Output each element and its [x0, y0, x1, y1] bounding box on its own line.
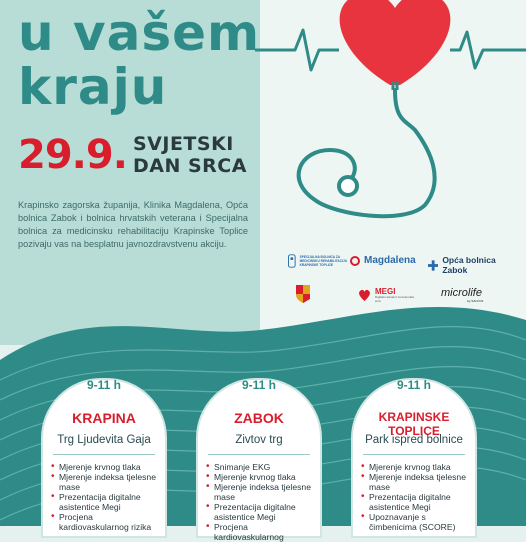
- logo-opca-bolnica-zabok: [428, 255, 518, 275]
- ekg-line: [255, 30, 339, 70]
- list-item: • Mjerenje indeksa tjelesne mase: [59, 472, 163, 492]
- event-name-line1: SVJETSKI: [133, 133, 234, 155]
- card-city: KRAPINA: [72, 410, 136, 426]
- list-item: • Mjerenje indeksa tjelesne mase: [214, 482, 318, 502]
- list-item: • Mjerenje krvnog tlaka: [59, 462, 163, 472]
- microlife-logo-text: microlife: [441, 287, 482, 299]
- list-item: • Procjena kardiovaskularnog: [214, 522, 318, 542]
- card-divider: [363, 454, 465, 455]
- card-city: KRAPINSKE TOPLICE: [378, 410, 450, 438]
- card-divider: [53, 454, 155, 455]
- card-time: 9-11 h: [241, 378, 277, 392]
- card-time: 9-11 h: [86, 378, 122, 392]
- card-place: Park ispred bolnice: [365, 434, 463, 446]
- stethoscope-tube: [299, 90, 435, 216]
- list-item: • Prezentacija digitalne asistentice Megi: [59, 492, 163, 512]
- zabok-logo-text: Opća bolnica Zabok: [442, 255, 496, 275]
- headline-line1: u vašem: [18, 4, 261, 62]
- logo-magdalena: [350, 255, 416, 266]
- list-item: • Procjena kardiovaskularnog rizika: [59, 512, 163, 532]
- magdalena-logo-text: Magdalena: [364, 255, 416, 266]
- zabok-logo-icon: [428, 260, 438, 271]
- megi-logo-title: MEGI: [375, 287, 396, 296]
- card-time: 9-11 h: [396, 378, 432, 392]
- card-activity-list: [357, 462, 473, 532]
- list-item: • Mjerenje krvnog tlaka: [369, 462, 473, 472]
- headline: [18, 6, 260, 114]
- microlife-logo-subtitle: by SALFUS: [467, 299, 484, 303]
- list-item: • Mjerenje krvnog tlaka: [214, 472, 318, 482]
- krapinske-logo-text: SPECIJALNA BOLNICA ZA MEDICINSKU REHABILITACIJU KRAPINSKE TOPLICE: [299, 255, 347, 267]
- location-card-zabok: [196, 378, 322, 542]
- krapinske-logo-icon: [288, 247, 296, 275]
- event-date: 29.9.: [18, 132, 127, 178]
- card-activity-list: [47, 462, 163, 532]
- location-card-krapinske-toplice: [351, 378, 477, 538]
- event-name-line2: DAN SRCA: [133, 155, 247, 177]
- list-item: • Upoznavanje s čimbenicima (SCORE): [369, 512, 473, 532]
- event-name: [133, 133, 247, 177]
- list-item: • Snimanje EKG: [214, 462, 318, 472]
- list-item: • Prezentacija digitalne asistentice Megi: [369, 492, 473, 512]
- card-place: Trg Ljudevita Gaja: [57, 434, 151, 446]
- list-item: • Prezentacija digitalne asistentice Megi: [214, 502, 318, 522]
- card-divider: [208, 454, 310, 455]
- card-city: ZABOK: [234, 410, 284, 426]
- list-item: • Mjerenje indeksa tjelesne mase: [369, 472, 473, 492]
- location-card-krapina: [41, 378, 167, 538]
- megi-logo-subtitle: Digitalni asistent za bolesnike srca: [375, 295, 415, 303]
- stethoscope-heart-illustration: [255, 0, 526, 240]
- headline-line2: kraju: [18, 58, 168, 116]
- card-place: Zivtov trg: [235, 434, 283, 446]
- card-activity-list: [202, 462, 318, 542]
- event-description: Krapinsko zagorska županija, Klinika Magdalena, Opća bolnica Zabok i bolnica hrvatskih veterana i Specijalna bolnica za medicinsku rehabilitaciju Krapinske Toplice pozivaju vas na besplatnu javnozdravstvenu akciju.: [18, 200, 248, 249]
- heart-icon: [340, 0, 451, 85]
- logo-krapinske-toplice: [288, 247, 358, 275]
- magdalena-logo-icon: [350, 256, 360, 266]
